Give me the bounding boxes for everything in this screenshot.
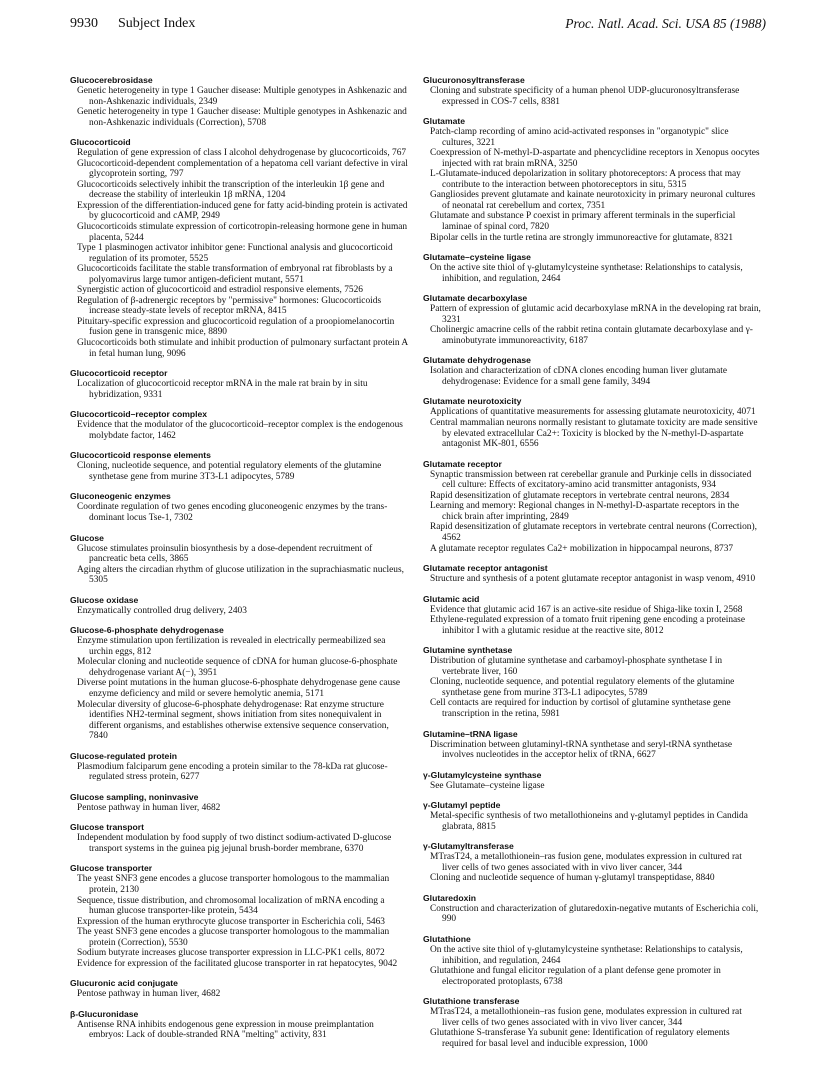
index-entry [70, 751, 408, 783]
index-item: MTrasT24, a metallothionein–ras fusion gene, modulates expression in cultured rat liver cells of two genes associated with in vivo liver cancer, 344 [430, 852, 742, 873]
index-heading: Glutamic acid [423, 593, 480, 604]
index-item: Discrimination between glutaminyl-tRNA synthetase and seryl-tRNA synthetase involves nucleotides in the acceptor helix of tRNA, 6627 [430, 739, 733, 761]
index-item: On the active site thiol of γ-glutamylcysteine synthetase: Relationships to catalysis, inhibition, and regulation, 2464 [430, 944, 743, 966]
index-heading: γ-Glutamyltransferase [423, 841, 514, 852]
index-item: Type 1 plasminogen activator inhibitor gene: Functional analysis and glucocorticoid regulation of its promoter, 5525 [77, 243, 393, 264]
index-item: MTrasT24, a metallothionein–ras fusion gene, modulates expression in cultured rat liver cells of two genes associated with in vivo liver cancer, 344 [430, 1007, 742, 1028]
right-column [423, 75, 761, 1058]
index-item: The yeast SNF3 gene encodes a glucose transporter homologous to the mammalian protein, 2130 [77, 874, 390, 895]
index-item: Genetic heterogeneity in type 1 Gaucher disease: Multiple genotypes in Ashkenazic and non-Ashkenazic individuals, 2349 [77, 86, 407, 107]
index-entry [423, 645, 761, 719]
index-heading: Glucose [70, 532, 104, 543]
index-heading: Glucose oxidase [70, 594, 139, 605]
index-heading: Glucuronic acid conjugate [70, 978, 178, 989]
index-item: Plasmodium falciparum gene encoding a protein similar to the 78-kDa rat glucose-regulated stress protein, 6277 [77, 761, 388, 783]
index-item: Sodium butyrate increases glucose transporter expression in LLC-PK1 cells, 8072 [77, 948, 385, 959]
index-item: The yeast SNF3 gene encodes a glucose transporter homologous to the mammalian protein (Correction), 5530 [77, 927, 390, 948]
index-item: Glutathione and fungal elicitor regulation of a plant defense gene promoter in electroporated protoplasts, 6738 [430, 966, 721, 987]
index-entry [70, 75, 408, 128]
index-entry [70, 978, 408, 1000]
index-heading: Glutamine–tRNA ligase [423, 728, 518, 739]
index-heading: Glucose-6-phosphate dehydrogenase [70, 625, 224, 636]
index-item: Pituitary-specific expression and glucocorticoid regulation of a proopiomelanocortin fusion gene in transgenic mice, 8890 [77, 316, 395, 338]
index-entry [423, 355, 761, 387]
index-item: Evidence that the modulator of the glucocorticoid–receptor complex is the endogenous molybdate factor, 1462 [77, 420, 403, 441]
index-item: Pentose pathway in human liver, 4682 [77, 989, 221, 1000]
index-entry [423, 800, 761, 832]
index-heading: Glutamate receptor antagonist [423, 563, 548, 574]
index-item: Evidence for expression of the facilitated glucose transporter in rat hepatocytes, 9042 [77, 958, 398, 969]
page-number: 9930 [70, 16, 98, 31]
journal-citation: Proc. Natl. Acad. Sci. USA 85 (1988) [565, 16, 766, 31]
index-entry [70, 533, 408, 586]
index-heading: Glutathione [423, 933, 471, 944]
index-heading: γ-Glutamylcysteine synthase [423, 769, 542, 780]
index-item: Enzyme stimulation upon fertilization is revealed in electrically permeabilized sea urchin eggs, 812 [77, 636, 386, 657]
index-entry [423, 293, 761, 346]
index-item: Molecular diversity of glucose-6-phosphate dehydrogenase: Rat enzyme structure identifies NH2-terminal segment, shows initiation from sites nonequivalent in different organisms, and establishes otherwise extensive sequence conservation, 7840 [77, 699, 389, 742]
index-item: Molecular cloning and nucleotide sequence of cDNA for human glucose-6-phosphate dehydrogenase variant A(−), 3951 [77, 657, 398, 678]
index-item: Glucocorticoids selectively inhibit the transcription of the interleukin 1β gene and decrease the stability of interleukin 1β mRNA, 1204 [77, 179, 385, 201]
index-item: See Glutamate–cysteine ligase [430, 780, 545, 791]
index-item: Rapid desensitization of glutamate receptors in vertebrate central neurons (Correction), 4562 [430, 522, 757, 543]
index-heading: Glucuronosyltransferase [423, 75, 525, 85]
index-item: Enzymatically controlled drug delivery, 2403 [77, 605, 247, 616]
index-entry [423, 729, 761, 761]
index-item: Learning and memory: Regional changes in N-methyl-D-aspartate receptors in the chick brain after imprinting, 2849 [430, 501, 740, 522]
index-heading: Glutamate neurotoxicity [423, 396, 522, 407]
index-heading: Glutamine synthetase [423, 645, 513, 656]
index-entry [423, 459, 761, 554]
index-item: Coordinate regulation of two genes encoding gluconeogenic enzymes by the trans-dominant locus Tse-1, 7302 [77, 502, 388, 523]
index-entry [423, 594, 761, 637]
index-item: Glutathione S-transferase Ya subunit gene: Identification of regulatory elements required for basal level and inducible expression, 1000 [430, 1028, 730, 1049]
index-item: Cloning and substrate specificity of a human phenol UDP-glucuronosyltransferase expressed in COS-7 cells, 8381 [430, 86, 740, 107]
index-heading: Glucose transport [70, 822, 145, 833]
index-entry [423, 996, 761, 1049]
index-entry [423, 252, 761, 284]
index-entry [70, 1009, 408, 1041]
index-item: Ethylene-regulated expression of a tomato fruit ripening gene encoding a proteinase inhibitor I with a glutamic residue at the reactive site, 8012 [430, 615, 745, 636]
index-heading: Glutamate dehydrogenase [423, 355, 531, 366]
index-item: Patch-clamp recording of amino acid-activated responses in "organotypic" slice cultures, 3221 [430, 127, 729, 148]
index-heading: Glucose-regulated protein [70, 750, 177, 761]
index-entry [70, 409, 408, 441]
index-heading: Gluconeogenic enzymes [70, 491, 171, 502]
index-item: A glutamate receptor regulates Ca2+ mobilization in hippocampal neurons, 8737 [430, 543, 734, 554]
index-item: Pattern of expression of glutamic acid decarboxylase mRNA in the developing rat brain, 3231 [430, 304, 761, 325]
index-entry [423, 116, 761, 243]
index-heading: γ-Glutamyl peptide [423, 800, 501, 811]
index-item: Regulation of β-adrenergic receptors by "permissive" hormones: Glucocorticoids increase steady-state levels of receptor mRNA, 8415 [77, 295, 382, 317]
index-item: Pentose pathway in human liver, 4682 [77, 802, 221, 813]
index-item: Cloning, nucleotide sequence, and potential regulatory elements of the glutamine synthetase gene from murine 3T3-L1 adipocytes, 5789 [77, 461, 382, 482]
index-item: Independent modulation by food supply of two distinct sodium-activated D-glucose transport systems in the guinea pig jejunal brush-border membrane, 6370 [77, 833, 392, 854]
index-item: Cholinergic amacrine cells of the rabbit retina contain glutamate decarboxylase and γ-aminobutyrate immunoreactivity, 6187 [430, 325, 753, 346]
index-entry [70, 491, 408, 523]
index-item: Genetic heterogeneity in type 1 Gaucher disease: Multiple genotypes in Ashkenazic and non-Ashkenazic individuals (Correction), 5708 [77, 107, 407, 128]
index-heading: Glutamate [423, 116, 466, 127]
section-title: Subject Index [118, 16, 196, 31]
index-item: Applications of quantitative measurements for assessing glutamate neurotoxicity, 4071 [430, 407, 756, 418]
index-entry [423, 563, 761, 585]
index-item: Sequence, tissue distribution, and chromosomal localization of mRNA encoding a human glucose transporter-like protein, 5434 [77, 895, 385, 917]
index-heading: Glucose transporter [70, 863, 153, 874]
index-item: Gangliosides prevent glutamate and kainate neurotoxicity in primary neuronal cultures of neonatal rat cerebellum and cortex, 7351 [430, 190, 756, 211]
index-heading: Glutathione transferase [423, 996, 520, 1007]
index-heading: Glutamate–cysteine ligase [423, 252, 531, 263]
index-item: Glucose stimulates proinsulin biosynthesis by a dose-dependent recruitment of pancreatic beta cells, 3865 [77, 543, 373, 565]
index-item: On the active site thiol of γ-glutamylcysteine synthetase: Relationships to catalysis, inhibition, and regulation, 2464 [430, 263, 743, 284]
index-heading: Glucose sampling, noninvasive [70, 791, 199, 802]
index-entry [70, 450, 408, 482]
index-item: Bipolar cells in the turtle retina are strongly immunoreactive for glutamate, 8321 [430, 232, 734, 243]
index-entry [70, 822, 408, 854]
index-entry [70, 595, 408, 617]
index-entry [423, 396, 761, 449]
index-item: Glucocorticoids both stimulate and inhibit production of pulmonary surfactant protein A in fetal human lung, 9096 [77, 338, 408, 359]
index-item: Isolation and characterization of cDNA clones encoding human liver glutamate dehydrogenase: Evidence for a small gene family, 3494 [430, 366, 728, 387]
index-item: Regulation of gene expression of class I alcohol dehydrogenase by glucocorticoids, 767 [77, 148, 407, 159]
index-item: Cell contacts are required for induction by cortisol of glutamine synthetase gene transcription in the retina, 5981 [430, 698, 731, 719]
index-heading: Glutamate receptor [423, 458, 502, 469]
index-item: Cloning and nucleotide sequence of human γ-glutamyl transpeptidase, 8840 [430, 873, 715, 884]
index-item: Rapid desensitization of glutamate receptors in vertebrate central neurons, 2834 [430, 490, 730, 501]
index-item: L-Glutamate-induced depolarization in solitary photoreceptors: A process that may contribute to the interaction between photoreceptors in situ, 5315 [430, 169, 741, 190]
index-item: Expression of the differentiation-induced gene for fatty acid-binding protein is activated by glucocorticoid and cAMP, 2949 [77, 200, 408, 222]
index-item: Coexpression of N-methyl-D-aspartate and phencyclidine receptors in Xenopus oocytes injected with rat brain mRNA, 3250 [430, 148, 760, 169]
index-item: Diverse point mutations in the human glucose-6-phosphate dehydrogenase gene cause enzyme deficiency and mild or severe hemolytic anemia, 5171 [77, 678, 401, 699]
index-entry [423, 770, 761, 792]
index-heading: Glucocorticoid response elements [70, 450, 211, 461]
index-entry [423, 934, 761, 987]
index-entry [70, 368, 408, 400]
index-item: Antisense RNA inhibits endogenous gene expression in mouse preimplantation embryos: Lack of double-stranded RNA "melting" activity, 831 [77, 1019, 374, 1041]
index-item: Construction and characterization of glutaredoxin-negative mutants of Escherichia coli, 990 [430, 903, 759, 925]
index-item: Synaptic transmission between rat cerebellar granule and Purkinje cells in dissociated cell culture: Effects of excitatory-amino acid transmitter antagonists, 934 [430, 469, 752, 491]
index-item: Glucocorticoids facilitate the stable transformation of embryonal rat fibroblasts by a polyomavirus large tumor antigen-deficient mutant, 5571 [77, 264, 393, 285]
index-entry [70, 863, 408, 969]
index-item: Glucocorticoid-dependent complementation of a hepatoma cell variant defective in viral glycoprotein sorting, 797 [77, 158, 408, 180]
index-item: Aging alters the circadian rhythm of glucose utilization in the suprachiasmatic nucleus, 5305 [77, 564, 404, 586]
index-heading: Glutaredoxin [423, 892, 477, 903]
index-heading: Glucocerebrosidase [70, 75, 153, 85]
index-item: Distribution of glutamine synthetase and carbamoyl-phosphate synthetase I in vertebrate liver, 160 [430, 656, 723, 677]
index-heading: Glucocorticoid receptor [70, 368, 168, 379]
index-entry [70, 137, 408, 359]
left-column [70, 75, 408, 1050]
index-entry [423, 75, 761, 107]
index-heading: Glutamate decarboxylase [423, 293, 528, 304]
index-item: Cloning, nucleotide sequence, and potential regulatory elements of the glutamine synthetase gene from murine 3T3-L1 adipocytes, 5789 [430, 677, 735, 698]
index-item: Evidence that glutamic acid 167 is an active-site residue of Shiga-like toxin I, 2568 [430, 604, 743, 615]
index-item: Glutamate and substance P coexist in primary afferent terminals in the superficial laminae of spinal cord, 7820 [430, 211, 736, 233]
index-entry [70, 792, 408, 814]
index-entry [423, 841, 761, 884]
page-header [70, 16, 766, 38]
index-item: Central mammalian neurons normally resistant to glutamate toxicity are made sensitive by elevated extracellular Ca2+: Toxicity is blocked by the N-methyl-D-aspartate antagonist MK-801, 6556 [430, 418, 758, 450]
index-entry [70, 625, 408, 741]
index-heading: Glucocorticoid [70, 137, 131, 148]
index-item: Metal-specific synthesis of two metallothioneins and γ-glutamyl peptides in Candida glabrata, 8815 [430, 811, 748, 832]
index-item: Localization of glucocorticoid receptor mRNA in the male rat brain by in situ hybridization, 9331 [77, 379, 368, 400]
index-heading: β-Glucuronidase [70, 1008, 139, 1019]
index-entry [423, 893, 761, 925]
index-item: Glucocorticoids stimulate expression of corticotropin-releasing hormone gene in human placenta, 5244 [77, 222, 408, 243]
index-item: Expression of the human erythrocyte glucose transporter in Escherichia coli, 5463 [77, 916, 385, 927]
index-item: Structure and synthesis of a potent glutamate receptor antagonist in wasp venom, 4910 [430, 574, 756, 585]
index-item: Synergistic action of glucocorticoid and estradiol responsive elements, 7526 [77, 285, 363, 296]
index-heading: Glucocorticoid–receptor complex [70, 409, 208, 420]
